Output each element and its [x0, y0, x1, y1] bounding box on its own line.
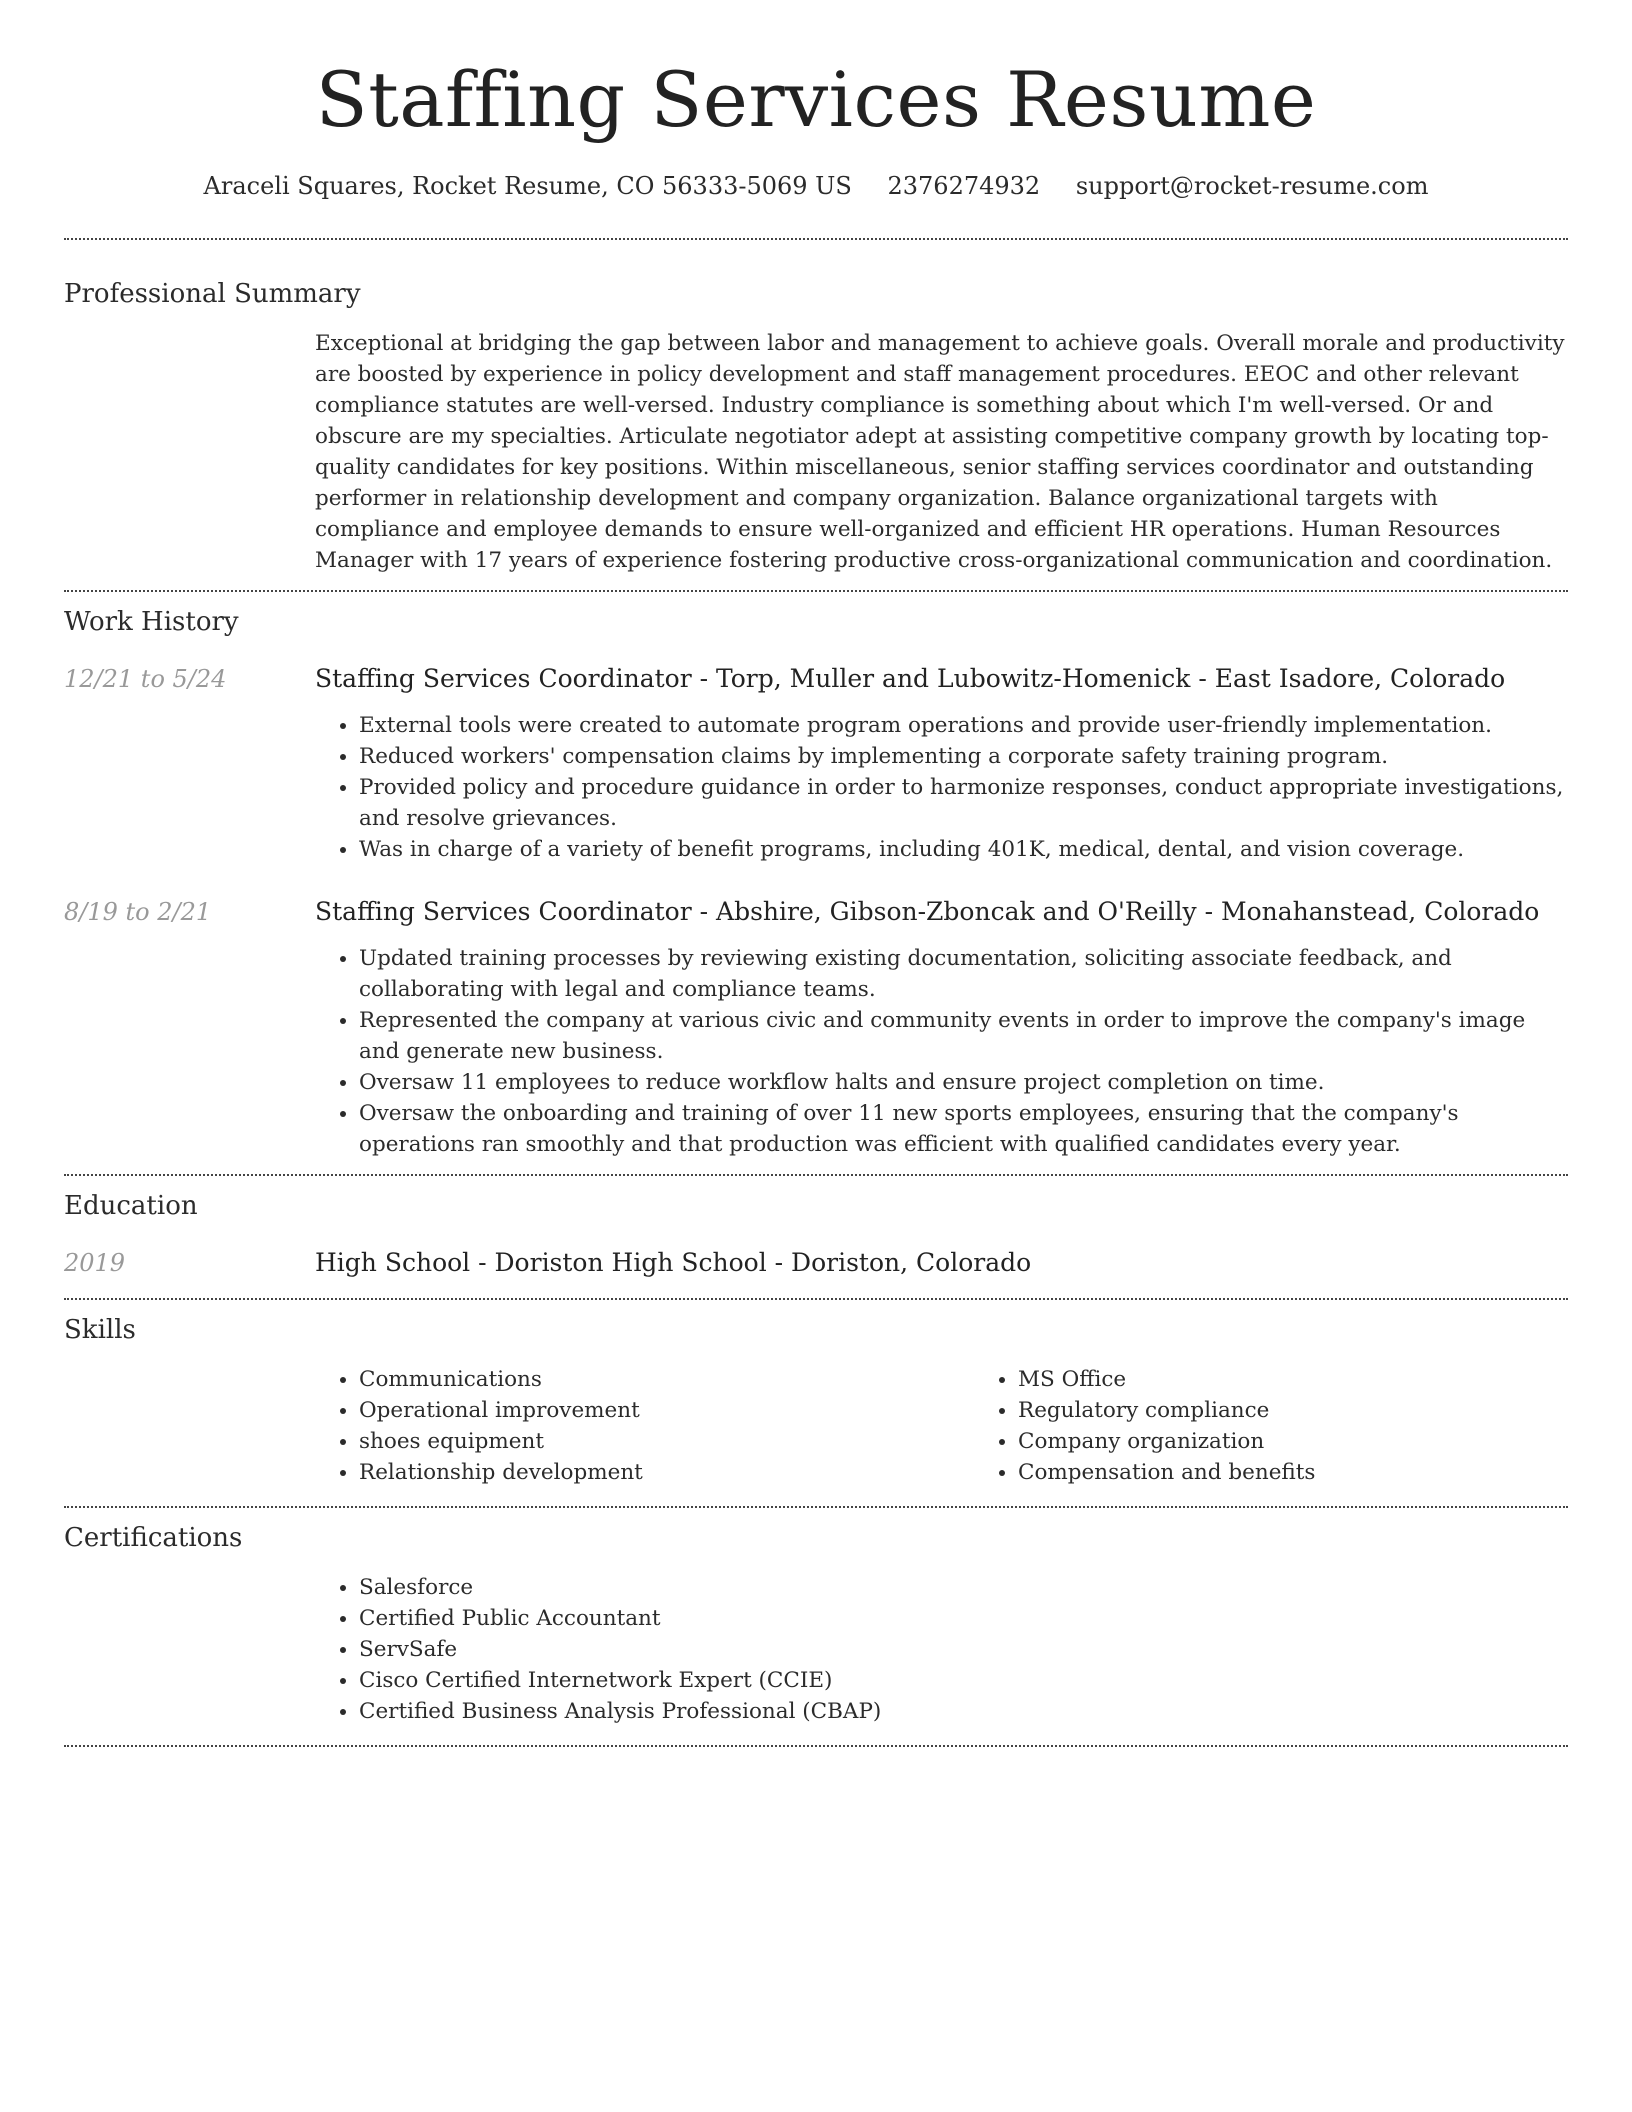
resume-title: Staffing Services Resume	[315, 55, 1317, 144]
certification-item: • Cisco Certified Internetwork Expert (CCIE)	[359, 1665, 1568, 1696]
job-bullet: • Provided policy and procedure guidance in order to harmonize responses, conduct appropriate investigations, and resolve grievances.	[359, 772, 1568, 834]
skills-list-right	[974, 1364, 1315, 1488]
job-bullet: • External tools were created to automate program operations and provide user-friendly implementation.	[359, 710, 1568, 741]
certification-item: • Salesforce	[359, 1572, 1568, 1603]
education-dates: 2019	[64, 1249, 126, 1277]
job-dates: 8/19 to 2/21	[64, 898, 212, 926]
skill-item: • Operational improvement	[359, 1395, 974, 1426]
skill-item: • MS Office	[1018, 1364, 1315, 1395]
contact-phone: 2376274932	[887, 172, 1041, 200]
skills-section	[64, 1300, 1568, 1488]
skill-item: • Company organization	[1018, 1426, 1315, 1457]
skill-item: • Compensation and benefits	[1018, 1457, 1315, 1488]
job-bullets	[315, 710, 1568, 865]
contact-line	[64, 168, 1568, 204]
job-bullet: • Updated training processes by reviewing existing documentation, soliciting associate feedback, and collaborating with legal and compliance teams.	[359, 943, 1568, 1005]
skill-item: • Relationship development	[359, 1457, 974, 1488]
job-title: Staffing Services Coordinator - Torp, Muller and Lubowitz-Homenick - East Isadore, Colorado	[315, 664, 1506, 693]
certification-item: • Certified Business Analysis Professional (CBAP)	[359, 1696, 1568, 1727]
education-section	[64, 1176, 1568, 1280]
job-bullet: • Oversaw 11 employees to reduce workflow halts and ensure project completion on time.	[359, 1067, 1568, 1098]
section-heading-work-history: Work History	[64, 607, 239, 637]
education-entry	[64, 1246, 1568, 1280]
contact-address: Araceli Squares, Rocket Resume, CO 56333-5069 US	[203, 172, 852, 200]
job-dates: 12/21 to 5/24	[64, 665, 227, 693]
job-entry	[64, 662, 1568, 865]
skill-item: • Regulatory compliance	[1018, 1395, 1315, 1426]
certifications-list	[315, 1572, 1568, 1727]
job-entry	[64, 895, 1568, 1160]
section-heading-skills: Skills	[64, 1315, 136, 1345]
certifications-section	[64, 1508, 1568, 1727]
skill-item: • shoes equipment	[359, 1426, 974, 1457]
education-title: High School - Doriston High School - Doriston, Colorado	[315, 1248, 1032, 1277]
job-bullet: • Reduced workers' compensation claims by implementing a corporate safety training program.	[359, 741, 1568, 772]
job-bullet: • Represented the company at various civic and community events in order to improve the company's image and generate new business.	[359, 1005, 1568, 1067]
work-history-section	[64, 592, 1568, 1160]
summary-text: Exceptional at bridging the gap between labor and management to achieve goals. Overall morale and productivity are boosted by experience in policy development and staff management procedures. EEOC and other relevant compliance statutes are well-versed. Industry compliance is something about which I'm well-versed. Or and obscure are my specialties. Articulate negotiator adept at assisting competitive company growth by locating top-quality candidates for key positions. Within miscellaneous, senior staffing services coordinator and outstanding performer in relationship development and company organization. Balance organizational targets with compliance and employee demands to ensure well-organized and efficient HR operations. Human Resources Manager with 17 years of experience fostering productive cross-organizational communication and coordination.	[315, 331, 1565, 573]
job-bullets	[315, 943, 1568, 1160]
certification-item: • Certified Public Accountant	[359, 1603, 1568, 1634]
section-heading-summary: Professional Summary	[64, 279, 361, 309]
section-divider	[64, 1745, 1568, 1747]
job-bullet: • Was in charge of a variety of benefit programs, including 401K, medical, dental, and vision coverage.	[359, 834, 1568, 865]
skills-list-left	[315, 1364, 974, 1488]
certification-item: • ServSafe	[359, 1634, 1568, 1665]
section-heading-education: Education	[64, 1191, 198, 1221]
job-title: Staffing Services Coordinator - Abshire, Gibson-Zboncak and O'Reilly - Monahanstead, Colorado	[315, 897, 1540, 926]
section-heading-certifications: Certifications	[64, 1523, 243, 1553]
contact-email: support@rocket-resume.com	[1075, 172, 1429, 200]
job-bullet: • Oversaw the onboarding and training of over 11 new sports employees, ensuring that the company's operations ran smoothly and that production was efficient with qualified candidates every year.	[359, 1098, 1568, 1160]
skill-item: • Communications	[359, 1364, 974, 1395]
summary-section	[64, 240, 1568, 576]
